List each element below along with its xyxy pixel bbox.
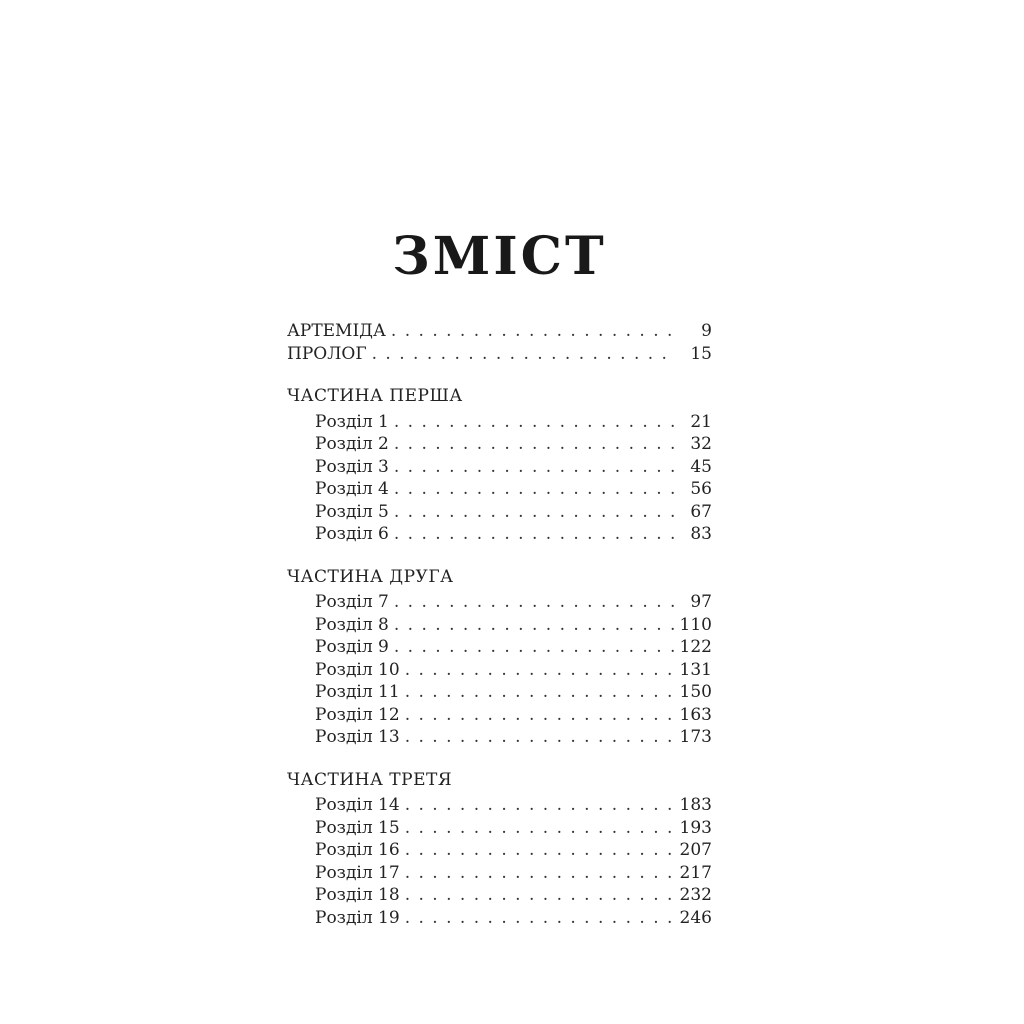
toc-entry-label: Розділ 7 <box>315 592 389 612</box>
toc-entry-page: 232 <box>679 885 712 905</box>
toc-section-heading: ЧАСТИНА ТРЕТЯ <box>287 769 453 790</box>
toc-entry-page: 32 <box>690 434 712 454</box>
toc-entry <box>287 478 712 501</box>
dot-leader <box>394 523 674 546</box>
table-of-contents <box>287 320 712 929</box>
toc-entry <box>287 456 712 479</box>
dot-leader <box>394 501 674 524</box>
toc-entry-label: АРТЕМІДА <box>287 321 386 341</box>
dot-leader <box>405 862 674 885</box>
dot-leader <box>372 343 674 366</box>
toc-entry-page: 21 <box>690 411 712 432</box>
toc-entry <box>287 523 712 546</box>
toc-entry <box>287 659 712 682</box>
toc-entry <box>287 907 712 930</box>
dot-leader <box>405 794 674 817</box>
toc-entry-page: 83 <box>690 524 712 544</box>
toc-entry-page: 122 <box>679 637 712 657</box>
toc-entry-page: 183 <box>679 795 712 815</box>
dot-leader <box>405 659 674 682</box>
toc-section-heading: ЧАСТИНА ПЕРША <box>287 386 463 406</box>
toc-entry <box>287 884 712 907</box>
toc-entry-page: 97 <box>690 592 712 612</box>
toc-entry-page: 131 <box>679 659 712 680</box>
toc-entry <box>287 433 712 456</box>
dot-leader <box>394 433 674 456</box>
dot-leader <box>394 478 674 501</box>
toc-section <box>287 385 712 546</box>
toc-entry-label: Розділ 2 <box>315 434 389 454</box>
toc-entry-label: Розділ 19 <box>315 907 400 928</box>
toc-entry-page: 217 <box>679 862 712 883</box>
toc-entry-label: Розділ 17 <box>315 862 400 883</box>
toc-entry-page: 173 <box>679 727 712 747</box>
toc-entry <box>287 726 712 749</box>
toc-entry <box>287 614 712 637</box>
toc-entry-label: Розділ 13 <box>315 727 400 747</box>
dot-leader <box>405 817 674 840</box>
toc-entry-label: Розділ 3 <box>315 456 389 477</box>
toc-sections <box>287 385 712 929</box>
toc-entry <box>287 320 712 343</box>
toc-entry-label: Розділ 5 <box>315 501 389 522</box>
toc-entry-label: Розділ 10 <box>315 659 400 680</box>
toc-entry-page: 246 <box>679 907 712 928</box>
toc-entry <box>287 704 712 727</box>
toc-entry <box>287 411 712 434</box>
toc-entry <box>287 636 712 659</box>
toc-entry <box>287 343 712 366</box>
toc-entry-label: Розділ 14 <box>315 795 400 815</box>
toc-entry-label: Розділ 6 <box>315 524 389 544</box>
toc-entry-page: 45 <box>690 456 712 477</box>
dot-leader <box>405 681 674 704</box>
dot-leader <box>405 884 674 907</box>
toc-entry <box>287 681 712 704</box>
toc-entry-page: 150 <box>679 682 712 702</box>
toc-entry-label: Розділ 12 <box>315 704 400 725</box>
dot-leader <box>394 456 674 479</box>
toc-front-entries <box>287 320 712 365</box>
toc-entry-label: Розділ 9 <box>315 637 389 657</box>
toc-entry <box>287 862 712 885</box>
dot-leader <box>394 411 674 434</box>
toc-entry-page: 207 <box>679 840 712 860</box>
toc-entry-label: Розділ 18 <box>315 885 400 905</box>
toc-entry <box>287 839 712 862</box>
toc-entry-page: 193 <box>679 817 712 838</box>
dot-leader <box>405 726 674 749</box>
toc-section-heading: ЧАСТИНА ДРУГА <box>287 566 454 587</box>
toc-entry-page: 56 <box>690 479 712 499</box>
toc-entry-label: ПРОЛОГ <box>287 343 367 364</box>
dot-leader <box>391 320 674 343</box>
toc-entry <box>287 817 712 840</box>
toc-entry-page: 9 <box>701 321 712 341</box>
dot-leader <box>405 839 674 862</box>
toc-entry <box>287 794 712 817</box>
toc-entry-label: Розділ 8 <box>315 614 389 635</box>
toc-entry-page: 110 <box>679 614 712 635</box>
dot-leader <box>394 614 674 637</box>
toc-entry-label: Розділ 1 <box>315 411 389 432</box>
dot-leader <box>394 636 674 659</box>
toc-section <box>287 566 712 749</box>
dot-leader <box>405 704 674 727</box>
dot-leader <box>394 591 674 614</box>
toc-entry-label: Розділ 16 <box>315 840 400 860</box>
toc-section <box>287 769 712 930</box>
toc-entry <box>287 501 712 524</box>
toc-entry-page: 67 <box>690 501 712 522</box>
toc-entry <box>287 591 712 614</box>
toc-entry-page: 163 <box>679 704 712 725</box>
toc-entry-page: 15 <box>690 343 712 364</box>
page-title: ЗМІСТ <box>392 226 607 287</box>
toc-entry-label: Розділ 15 <box>315 817 400 838</box>
dot-leader <box>405 907 674 930</box>
toc-entry-label: Розділ 4 <box>315 479 389 499</box>
toc-entry-label: Розділ 11 <box>315 682 400 702</box>
